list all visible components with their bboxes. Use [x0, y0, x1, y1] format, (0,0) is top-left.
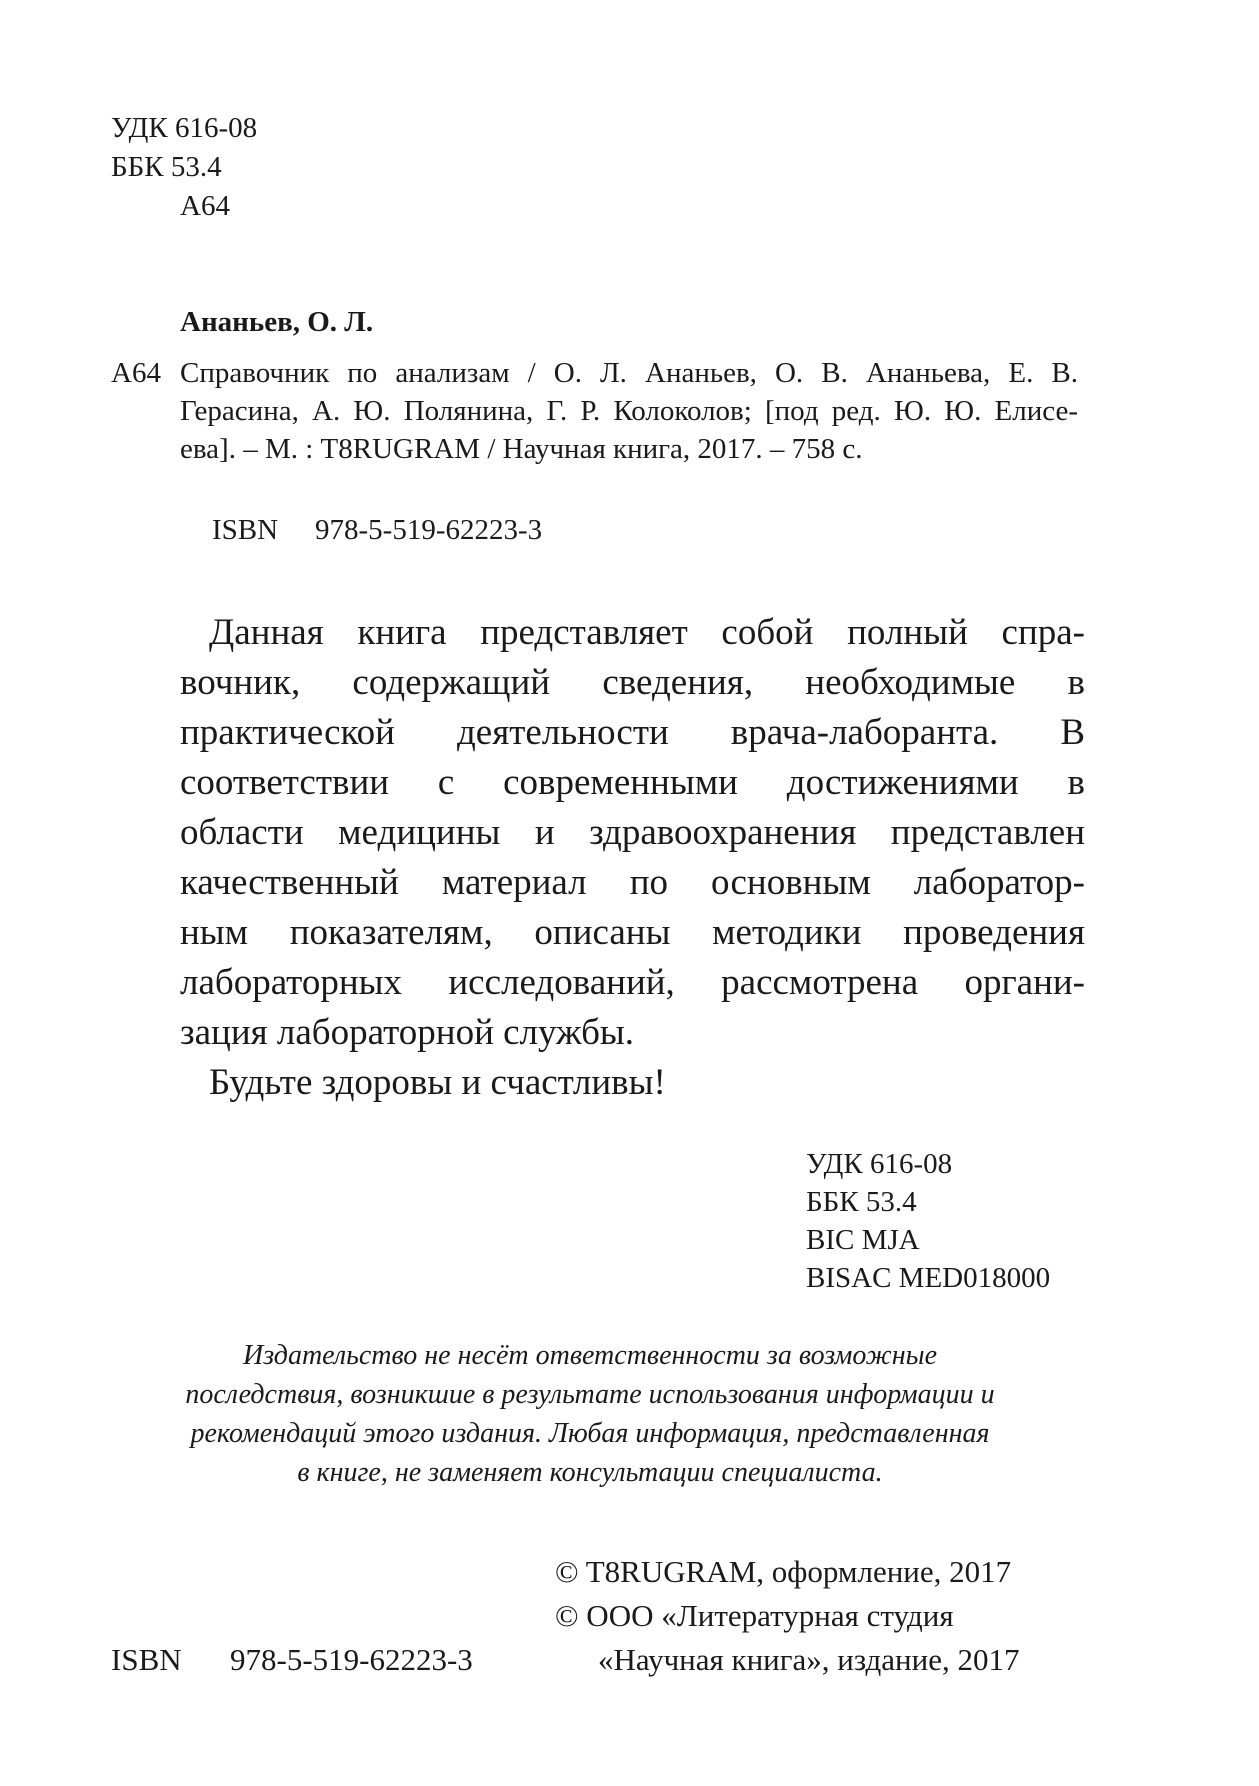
- disclaimer: [100, 1336, 1080, 1492]
- disclaimer-line: рекомендаций этого издания. Любая информация, представленная: [190, 1418, 990, 1449]
- bottom-udk: УДК 616-08: [806, 1148, 953, 1180]
- footer-isbn: 978-5-519-62223-3: [230, 1642, 473, 1677]
- copyright-line: «Научная книга», издание, 2017: [598, 1642, 1020, 1677]
- bib-line: ева]. – М. : T8RUGRAM / Научная книга, 2017. – 758 с.: [180, 433, 863, 465]
- copyright-line: © ООО «Литературная студия: [555, 1598, 954, 1633]
- bib-isbn-label: ISBN: [212, 514, 279, 546]
- copyright-line: © T8RUGRAM, оформление, 2017: [555, 1554, 1012, 1589]
- bib-description: [180, 354, 1078, 468]
- annotation: [180, 608, 1085, 1108]
- annotation-line: лабораторных исследований, рассмотрена органи-: [180, 962, 1085, 1003]
- annotation-line: вочник, содержащий сведения, необходимые в: [180, 662, 1085, 703]
- bib-line: Справочник по анализам / О. Л. Ананьев, О. В. Ананьева, Е. В.: [180, 357, 1078, 389]
- bottom-bic: BIC MJA: [806, 1224, 920, 1256]
- disclaimer-line: Издательство не несёт ответственности за возможные: [243, 1340, 937, 1371]
- author-name: Ананьев, О. Л.: [180, 306, 374, 338]
- top-bbk: ББК 53.4: [111, 151, 222, 183]
- top-udk: УДК 616-08: [111, 112, 258, 144]
- annotation-line: области медицины и здравоохранения представлен: [180, 812, 1085, 853]
- bib-isbn: 978-5-519-62223-3: [315, 514, 543, 546]
- top-author-mark: А64: [180, 190, 230, 222]
- annotation-line: соответствии с современными достижениями в: [180, 762, 1085, 803]
- annotation-line: качественный материал по основным лаборатор-: [180, 862, 1085, 903]
- disclaimer-line: последствия, возникшие в результате использования информации и: [185, 1379, 995, 1410]
- annotation-line: зация лабораторной службы.: [180, 1012, 635, 1053]
- footer-isbn-label: ISBN: [111, 1642, 182, 1677]
- bottom-codes: [806, 1145, 1050, 1297]
- bib-mark: А64: [111, 357, 161, 389]
- annotation-line: Данная книга представляет собой полный спра-: [209, 612, 1085, 653]
- annotation-closing: Будьте здоровы и счастливы!: [209, 1062, 666, 1103]
- annotation-line: практической деятельности врача-лаборанта. В: [180, 712, 1085, 753]
- bib-line: Герасина, А. Ю. Полянина, Г. Р. Колоколов; [под ред. Ю. Ю. Елисе-: [180, 395, 1078, 427]
- annotation-line: ным показателям, описаны методики проведения: [180, 912, 1085, 953]
- bottom-bbk: ББК 53.4: [806, 1186, 917, 1218]
- disclaimer-line: в книге, не заменяет консультации специалиста.: [297, 1457, 883, 1488]
- bottom-bisac: BISAC MED018000: [806, 1262, 1051, 1294]
